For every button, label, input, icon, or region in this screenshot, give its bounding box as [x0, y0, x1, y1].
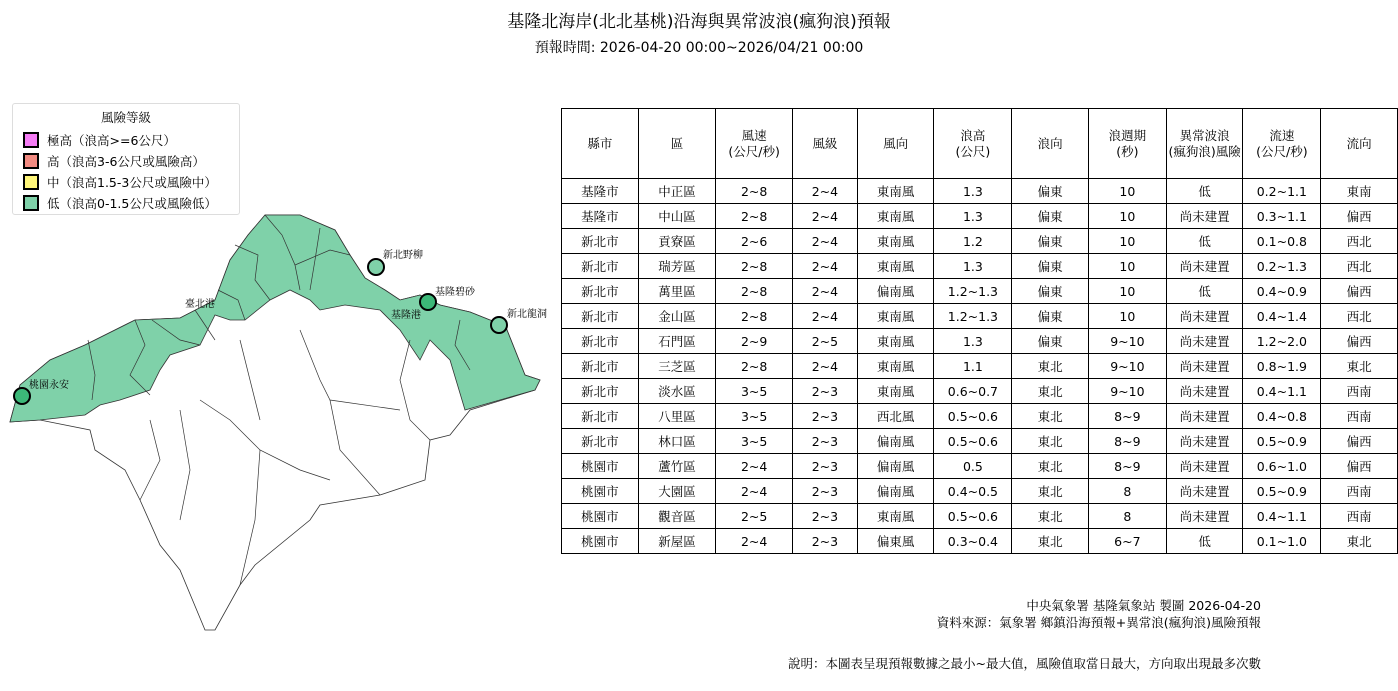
table-cell: 貢寮區 [638, 229, 716, 254]
table-cell: 低 [1166, 279, 1243, 304]
table-cell: 東北 [1012, 504, 1089, 529]
table-cell: 偏東 [1012, 229, 1089, 254]
table-cell: 2~4 [716, 479, 793, 504]
column-header: 浪週期 (秒) [1088, 109, 1166, 179]
table-cell: 10 [1088, 204, 1166, 229]
table-cell: 桃園市 [562, 454, 639, 479]
table-cell: 1.1 [934, 354, 1012, 379]
table-cell: 低 [1166, 229, 1243, 254]
legend-swatch [23, 132, 39, 148]
table-row [562, 479, 1398, 504]
table-row [562, 179, 1398, 204]
table-cell: 2~8 [716, 354, 793, 379]
table-cell: 0.2~1.1 [1243, 179, 1321, 204]
note-text: 說明：本圖表呈現預報數據之最小~最大值，風險值取當日最大，方向取出現最多次數 [788, 656, 1261, 671]
table-row [562, 304, 1398, 329]
table-cell: 2~5 [793, 329, 858, 354]
table-cell: 蘆竹區 [638, 454, 716, 479]
table-cell: 3~5 [716, 429, 793, 454]
table-row [562, 354, 1398, 379]
risk-legend [12, 103, 240, 215]
table-cell: 2~6 [716, 229, 793, 254]
table-cell: 0.5~0.6 [934, 429, 1012, 454]
table-row [562, 379, 1398, 404]
table-cell: 東南風 [857, 304, 934, 329]
table-cell: 萬里區 [638, 279, 716, 304]
column-header: 浪高 (公尺) [934, 109, 1012, 179]
table-cell: 0.4~1.4 [1243, 304, 1321, 329]
table-cell: 0.6~1.0 [1243, 454, 1321, 479]
table-cell: 淡水區 [638, 379, 716, 404]
table-cell: 新北市 [562, 429, 639, 454]
table-cell: 桃園市 [562, 504, 639, 529]
column-header: 異常波浪 (瘋狗浪)風險 [1166, 109, 1243, 179]
table-cell: 0.6~0.7 [934, 379, 1012, 404]
legend-label: 高（浪高3-6公尺或風險高） [47, 153, 205, 169]
table-cell: 8~9 [1088, 404, 1166, 429]
table-cell: 0.5 [934, 454, 1012, 479]
table-cell: 西南 [1321, 479, 1398, 504]
column-header: 縣市 [562, 109, 639, 179]
table-cell: 8 [1088, 479, 1166, 504]
table-row [562, 454, 1398, 479]
station-label: 基隆港 [391, 310, 421, 321]
table-cell: 偏西 [1321, 454, 1398, 479]
table-cell: 2~3 [793, 404, 858, 429]
table-cell: 3~5 [716, 379, 793, 404]
table-cell: 2~9 [716, 329, 793, 354]
table-cell: 尚未建置 [1166, 404, 1243, 429]
table-cell: 新屋區 [638, 529, 716, 554]
table-cell: 東南風 [857, 229, 934, 254]
table-cell: 東北 [1012, 479, 1089, 504]
table-cell: 西北 [1321, 229, 1398, 254]
table-cell: 東北 [1012, 354, 1089, 379]
table-cell: 新北市 [562, 379, 639, 404]
table-cell: 偏南風 [857, 429, 934, 454]
station-marker [368, 259, 384, 275]
table-cell: 中山區 [638, 204, 716, 229]
table-cell: 2~3 [793, 379, 858, 404]
table-cell: 0.2~1.3 [1243, 254, 1321, 279]
table-row [562, 529, 1398, 554]
table-cell: 低 [1166, 529, 1243, 554]
column-header: 流速 (公尺/秒) [1243, 109, 1321, 179]
table-cell: 東南風 [857, 354, 934, 379]
table-cell: 2~4 [716, 529, 793, 554]
table-cell: 2~3 [793, 504, 858, 529]
station-label: 臺北港 [185, 299, 215, 310]
legend-label: 中（浪高1.5-3公尺或風險中） [47, 174, 217, 190]
table-cell: 西南 [1321, 404, 1398, 429]
table-cell: 2~5 [716, 504, 793, 529]
station-marker [491, 317, 507, 333]
forecast-table [561, 108, 1398, 554]
table-cell: 8~9 [1088, 454, 1166, 479]
table-cell: 新北市 [562, 229, 639, 254]
table-cell: 偏西 [1321, 329, 1398, 354]
table-cell: 2~4 [793, 254, 858, 279]
table-cell: 尚未建置 [1166, 329, 1243, 354]
table-cell: 東北 [1012, 379, 1089, 404]
table-cell: 偏西 [1321, 429, 1398, 454]
table-cell: 2~8 [716, 179, 793, 204]
table-cell: 尚未建置 [1166, 429, 1243, 454]
table-cell: 尚未建置 [1166, 454, 1243, 479]
station-label: 新北野柳 [383, 250, 423, 261]
column-header: 浪向 [1012, 109, 1089, 179]
legend-item [13, 150, 239, 171]
table-cell: 金山區 [638, 304, 716, 329]
station-label: 基隆碧砂 [435, 287, 475, 298]
table-cell: 3~5 [716, 404, 793, 429]
table-cell: 偏東 [1012, 279, 1089, 304]
table-cell: 1.3 [934, 254, 1012, 279]
table-row [562, 329, 1398, 354]
legend-title: 風險等級 [100, 110, 151, 125]
table-cell: 偏南風 [857, 479, 934, 504]
table-cell: 2~3 [793, 454, 858, 479]
table-cell: 0.1~0.8 [1243, 229, 1321, 254]
station-label: 桃園永安 [29, 380, 69, 391]
table-cell: 偏南風 [857, 454, 934, 479]
table-cell: 2~4 [793, 179, 858, 204]
table-cell: 東北 [1012, 454, 1089, 479]
table-cell: 2~3 [793, 429, 858, 454]
column-header: 風向 [857, 109, 934, 179]
table-cell: 偏東風 [857, 529, 934, 554]
legend-label: 低（浪高0-1.5公尺或風險低） [47, 195, 217, 211]
table-cell: 0.4~0.5 [934, 479, 1012, 504]
station-label: 新北龍洞 [507, 309, 547, 320]
table-cell: 東南風 [857, 254, 934, 279]
table-cell: 偏西 [1321, 279, 1398, 304]
table-cell: 東南 [1321, 179, 1398, 204]
table-cell: 新北市 [562, 304, 639, 329]
table-cell: 9~10 [1088, 379, 1166, 404]
table-cell: 西南 [1321, 504, 1398, 529]
table-cell: 桃園市 [562, 479, 639, 504]
chart-title: 基隆北海岸(北北基桃)沿海與異常波浪(瘋狗浪)預報 [507, 12, 891, 32]
table-cell: 三芝區 [638, 354, 716, 379]
forecast-time: 預報時間: 2026-04-20 00:00~2026/04/21 00:00 [534, 40, 864, 56]
table-cell: 東南風 [857, 204, 934, 229]
legend-item [13, 171, 239, 192]
legend-label: 極高（浪高>=6公尺） [47, 132, 176, 148]
table-cell: 尚未建置 [1166, 504, 1243, 529]
legend-item [13, 129, 239, 150]
table-cell: 偏東 [1012, 204, 1089, 229]
table-cell: 瑞芳區 [638, 254, 716, 279]
table-row [562, 504, 1398, 529]
table-cell: 東北 [1012, 529, 1089, 554]
table-cell: 1.2~2.0 [1243, 329, 1321, 354]
table-cell: 2~8 [716, 279, 793, 304]
table-cell: 林口區 [638, 429, 716, 454]
table-cell: 2~8 [716, 304, 793, 329]
table-cell: 9~10 [1088, 329, 1166, 354]
legend-item [13, 192, 239, 213]
table-cell: 0.5~0.6 [934, 404, 1012, 429]
table-cell: 0.4~0.9 [1243, 279, 1321, 304]
table-cell: 偏東 [1012, 179, 1089, 204]
table-cell: 尚未建置 [1166, 254, 1243, 279]
table-cell: 偏東 [1012, 304, 1089, 329]
table-cell: 0.3~1.1 [1243, 204, 1321, 229]
table-cell: 2~3 [793, 479, 858, 504]
table-cell: 1.2~1.3 [934, 304, 1012, 329]
table-cell: 中正區 [638, 179, 716, 204]
column-header: 風級 [793, 109, 858, 179]
table-cell: 0.5~0.6 [934, 504, 1012, 529]
table-cell: 偏東 [1012, 329, 1089, 354]
legend-swatch [23, 174, 39, 190]
table-cell: 0.4~1.1 [1243, 504, 1321, 529]
column-header: 流向 [1321, 109, 1398, 179]
table-cell: 8 [1088, 504, 1166, 529]
table-cell: 0.1~1.0 [1243, 529, 1321, 554]
table-row [562, 404, 1398, 429]
table-cell: 新北市 [562, 329, 639, 354]
table-cell: 八里區 [638, 404, 716, 429]
table-cell: 偏南風 [857, 279, 934, 304]
table-row [562, 229, 1398, 254]
table-cell: 2~4 [793, 204, 858, 229]
table-cell: 東南風 [857, 329, 934, 354]
table-cell: 西北 [1321, 304, 1398, 329]
table-cell: 1.3 [934, 204, 1012, 229]
table-cell: 6~7 [1088, 529, 1166, 554]
column-header: 風速 (公尺/秒) [716, 109, 793, 179]
table-cell: 偏東 [1012, 254, 1089, 279]
table-cell: 1.2~1.3 [934, 279, 1012, 304]
table-cell: 新北市 [562, 254, 639, 279]
table-cell: 基隆市 [562, 179, 639, 204]
table-row [562, 279, 1398, 304]
table-cell: 9~10 [1088, 354, 1166, 379]
table-cell: 東南風 [857, 179, 934, 204]
legend-swatch [23, 153, 39, 169]
table-cell: 新北市 [562, 279, 639, 304]
table-cell: 10 [1088, 279, 1166, 304]
table-row [562, 254, 1398, 279]
table-cell: 石門區 [638, 329, 716, 354]
table-cell: 新北市 [562, 354, 639, 379]
table-cell: 基隆市 [562, 204, 639, 229]
table-cell: 10 [1088, 304, 1166, 329]
table-cell: 尚未建置 [1166, 204, 1243, 229]
table-cell: 尚未建置 [1166, 379, 1243, 404]
table-cell: 桃園市 [562, 529, 639, 554]
table-cell: 西北 [1321, 254, 1398, 279]
table-cell: 東南風 [857, 379, 934, 404]
table-cell: 2~4 [793, 229, 858, 254]
source-text: 資料來源：氣象署 鄉鎮沿海預報+異常浪(瘋狗浪)風險預報 [936, 615, 1261, 630]
table-cell: 0.5~0.9 [1243, 479, 1321, 504]
table-cell: 2~3 [793, 529, 858, 554]
credit-text: 中央氣象署 基隆氣象站 製圖 2026-04-20 [1026, 598, 1261, 613]
table-row [562, 204, 1398, 229]
table-cell: 東北 [1321, 529, 1398, 554]
column-header: 區 [638, 109, 716, 179]
table-cell: 0.4~1.1 [1243, 379, 1321, 404]
table-cell: 2~8 [716, 204, 793, 229]
table-cell: 1.3 [934, 329, 1012, 354]
table-cell: 尚未建置 [1166, 479, 1243, 504]
table-cell: 低 [1166, 179, 1243, 204]
table-cell: 新北市 [562, 404, 639, 429]
table-cell: 10 [1088, 229, 1166, 254]
table-cell: 西北風 [857, 404, 934, 429]
table-cell: 2~8 [716, 254, 793, 279]
table-row [562, 429, 1398, 454]
table-cell: 觀音區 [638, 504, 716, 529]
table-cell: 0.8~1.9 [1243, 354, 1321, 379]
station-marker [14, 388, 30, 404]
table-cell: 偏西 [1321, 204, 1398, 229]
table-cell: 東北 [1012, 404, 1089, 429]
table-cell: 1.2 [934, 229, 1012, 254]
table-cell: 10 [1088, 254, 1166, 279]
table-cell: 1.3 [934, 179, 1012, 204]
table-cell: 大園區 [638, 479, 716, 504]
table-cell: 尚未建置 [1166, 304, 1243, 329]
table-cell: 東北 [1321, 354, 1398, 379]
table-cell: 0.4~0.8 [1243, 404, 1321, 429]
table-cell: 0.3~0.4 [934, 529, 1012, 554]
table-cell: 10 [1088, 179, 1166, 204]
table-cell: 2~4 [716, 454, 793, 479]
station-marker [420, 294, 436, 310]
table-cell: 東南風 [857, 504, 934, 529]
table-cell: 2~4 [793, 279, 858, 304]
table-cell: 0.5~0.9 [1243, 429, 1321, 454]
table-cell: 東北 [1012, 429, 1089, 454]
table-cell: 2~4 [793, 304, 858, 329]
table-cell: 8~9 [1088, 429, 1166, 454]
table-cell: 西南 [1321, 379, 1398, 404]
table-cell: 尚未建置 [1166, 354, 1243, 379]
legend-swatch [23, 195, 39, 211]
table-cell: 2~4 [793, 354, 858, 379]
